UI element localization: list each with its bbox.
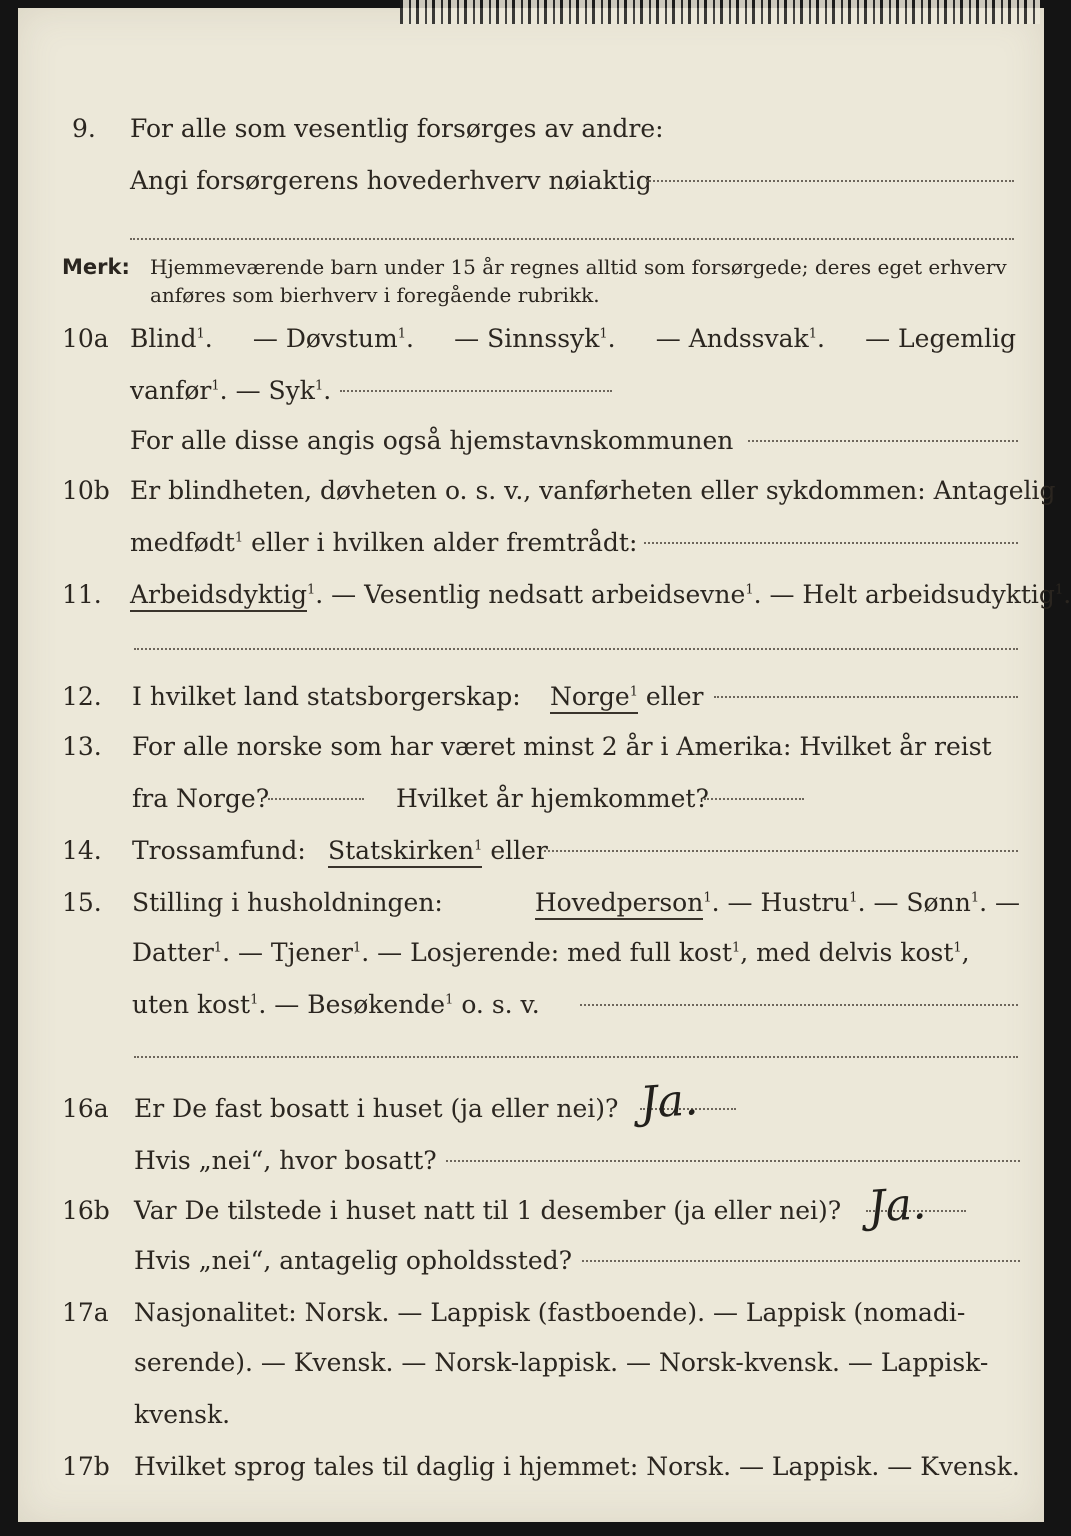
q12-text: I hvilket land statsborgerskap:	[132, 682, 521, 711]
q16b-line2: Hvis „nei“, antagelig opholdssted?	[134, 1246, 573, 1275]
q10b-answer-line[interactable]	[644, 542, 1018, 544]
q11-answer-line[interactable]	[134, 648, 1018, 650]
q16a-number: 16a	[62, 1094, 109, 1123]
merk-label: Merk:	[62, 255, 130, 279]
q9-answer-line-2[interactable]	[130, 238, 1014, 240]
q14-answer-line[interactable]	[544, 850, 1018, 852]
q10a-item-blind: Blind	[130, 324, 197, 353]
q10a-line2: vanfør$^1$. — Syk$^1$.	[130, 376, 332, 405]
q16a-handwritten-answer: Ja.	[638, 1074, 700, 1129]
q15-number: 15.	[62, 888, 102, 917]
q16a-line2: Hvis „nei“, hvor bosatt?	[134, 1146, 437, 1175]
q9-line1: For alle som vesentlig forsørges av andre:	[130, 114, 664, 143]
q15-line3: uten kost$^1$. — Besøkende$^1$ o. s. v.	[132, 990, 540, 1019]
q10a-item-sinnssyk: — Sinnssyk	[454, 324, 600, 353]
q15-answer-line-2[interactable]	[134, 1056, 1018, 1058]
q16b-number: 16b	[62, 1196, 110, 1225]
q17a-line3: kvensk.	[134, 1400, 231, 1429]
q10b-number: 10b	[62, 476, 110, 505]
q10a-hjemstavn-line[interactable]	[748, 440, 1018, 442]
q13-line2b: Hvilket år hjemkommet?	[396, 784, 709, 813]
q17b-line1: Hvilket sprog tales til daglig i hjemmet: Norsk. — Lappisk. — Kvensk.	[134, 1452, 1020, 1481]
q12-number: 12.	[62, 682, 102, 711]
q16b-line1: Var De tilstede i huset natt til 1 desember (ja eller nei)?	[134, 1196, 842, 1225]
q14-number: 14.	[62, 836, 102, 865]
q10a-number: 10a	[62, 324, 109, 353]
q15-answer-line[interactable]	[580, 1004, 1018, 1006]
q9-answer-line[interactable]	[646, 180, 1014, 182]
q13-line2a: fra Norge?	[132, 784, 270, 813]
q10a-line3: For alle disse angis også hjemstavnskommunen	[130, 426, 734, 455]
merk-line1: Hjemmeværende barn under 15 år regnes alltid som forsørgede; deres eget erhverv	[150, 255, 1007, 279]
q16b-handwritten-answer: Ja.	[866, 1178, 928, 1233]
q11-line: Arbeidsdyktig$^1$. — Vesentlig nedsatt arbeidsevne$^1$. — Helt arbeidsudyktig$^1$.	[130, 580, 1071, 610]
q15-line1: Stilling i husholdningen: Hovedperson$^1$. — Hustru$^1$. — Sønn$^1$. —	[132, 888, 1020, 918]
q10a-item-legemlig: — Legemlig	[865, 324, 1016, 353]
q13-hjemkommet-line[interactable]	[704, 798, 804, 800]
q14-option-statskirken-selected: Statskirken$^1$ eller	[328, 836, 548, 866]
q16a-bosatt-line[interactable]	[446, 1160, 1020, 1162]
q17a-line2: serende). — Kvensk. — Norsk-lappisk. — Norsk-kvensk. — Lappisk-	[134, 1348, 989, 1377]
q14-text: Trossamfund:	[132, 836, 306, 865]
merk-line2: anføres som bierhverv i foregående rubrikk.	[150, 283, 600, 307]
q9-number: 9.	[72, 114, 96, 143]
census-form-page	[18, 8, 1044, 1522]
q10b-line1: Er blindheten, døvheten o. s. v., vanførheten eller sykdommen: Antagelig	[130, 476, 1056, 505]
q9-line2: Angi forsørgerens hovederhverv nøiaktig	[130, 166, 652, 195]
q15-option-hovedperson-selected: Hovedperson	[535, 888, 704, 920]
top-scan-strip	[400, 0, 1040, 24]
q16b-opphold-line[interactable]	[582, 1260, 1020, 1262]
q17a-number: 17a	[62, 1298, 109, 1327]
q10a-line1: Blind$^1$. — Døvstum$^1$. — Sinnssyk$^1$. — Andssvak$^1$. — Legemlig	[130, 324, 1016, 353]
q10a-item-andssvak: — Andssvak	[655, 324, 809, 353]
q13-reist-line[interactable]	[268, 798, 364, 800]
q13-number: 13.	[62, 732, 102, 761]
q13-line1: For alle norske som har været minst 2 år i Amerika: Hvilket år reist	[132, 732, 992, 761]
q11-option-arbeidsdyktig-selected: Arbeidsdyktig	[130, 580, 307, 612]
q17a-line1: Nasjonalitet: Norsk. — Lappisk (fastboende). — Lappisk (nomadi-	[134, 1298, 966, 1327]
q17b-number: 17b	[62, 1452, 110, 1481]
q12-answer-line[interactable]	[714, 696, 1018, 698]
q11-number: 11.	[62, 580, 102, 609]
q10a-answer-line[interactable]	[340, 390, 612, 392]
q10b-line2: medfødt$^1$ eller i hvilken alder fremtrådt:	[130, 528, 638, 557]
q10a-item-dovstum: — Døvstum	[252, 324, 398, 353]
q12-option-norge-selected: Norge$^1$ eller	[550, 682, 703, 712]
q15-line2: Datter$^1$. — Tjener$^1$. — Losjerende: med full kost$^1$, med delvis kost$^1$,	[132, 938, 970, 967]
q16a-line1: Er De fast bosatt i huset (ja eller nei)?	[134, 1094, 619, 1123]
